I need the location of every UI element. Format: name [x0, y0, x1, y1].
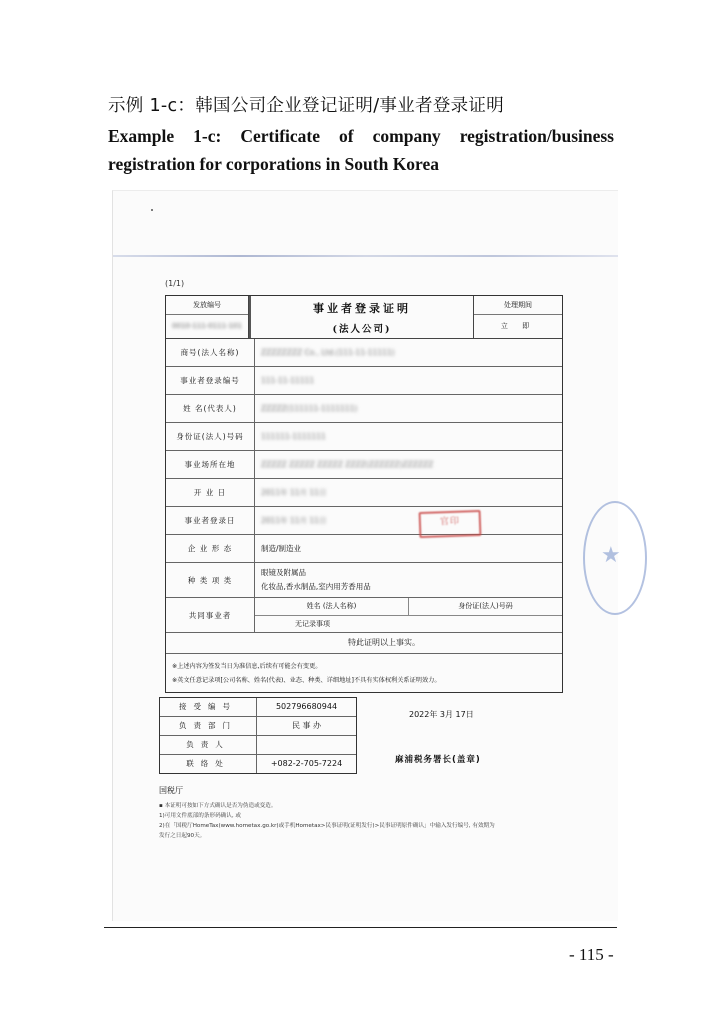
footnote-line: 2)在「国税厅HomeTax(www.hometax.go.kr)或手机Hometax>民事证明(证明发行)>民事证明原件确认」中输入发行编号, 有效期为	[159, 823, 495, 829]
issue-date: 2022年 3月 17日	[409, 710, 474, 719]
row-value: 2011年 11月 11日	[261, 516, 327, 525]
row-label: 事业者登录编号	[166, 367, 255, 394]
footnote-line: 发行之日起90天。	[159, 833, 206, 839]
tax-office-chief: 麻浦税务署长(盖章)	[395, 755, 481, 765]
chinese-heading: 示例 1-c：韩国公司企业登记证明/事业者登录证明	[108, 96, 505, 116]
receipt-label: 接受编号	[160, 698, 257, 716]
table-row	[166, 395, 562, 423]
joint-id-header: 身份证(法人)号码	[458, 602, 513, 610]
star-icon: ★	[601, 543, 621, 568]
receipt-table	[159, 697, 357, 774]
note-line: ※上述内容为签发当日为准信息,后续有可能会有变更。	[172, 663, 322, 670]
category-values	[255, 563, 562, 597]
row-value: 111-11-11111	[261, 376, 315, 385]
row-value: ZZZZZ(111111-1111111)	[261, 404, 358, 413]
row-label: 身份证(法人)号码	[166, 423, 255, 450]
certificate-header	[166, 296, 562, 339]
scan-streak	[113, 255, 618, 257]
page-label: (1/1)	[165, 279, 185, 288]
joint-business-label: 共同事业者	[166, 598, 255, 632]
issue-number-value: 0010-111-0111-101	[172, 322, 242, 330]
joint-business-none: 无记录事项	[295, 620, 330, 628]
row-value: 2011年 11月 11日	[261, 488, 327, 497]
table-row	[166, 479, 562, 507]
receipt-value: +082-2-705-7224	[270, 759, 343, 768]
row-value: 制造/制造业	[261, 544, 302, 553]
receipt-label: 联络处	[160, 755, 257, 773]
row-label: 企 业 形 态	[166, 535, 255, 562]
table-row	[160, 698, 356, 717]
receipt-label: 负责人	[160, 736, 257, 754]
footnotes	[159, 801, 579, 841]
row-label: 事业场所在地	[166, 451, 255, 478]
issue-number-label: 发放编号	[166, 296, 248, 315]
table-row	[166, 563, 562, 598]
table-row	[160, 736, 356, 755]
row-label: 开 业 日	[166, 479, 255, 506]
row-label: 商号(法人名称)	[166, 339, 255, 366]
confirmation-text: 特此证明以上事实。	[166, 633, 562, 654]
receipt-label: 负责部门	[160, 717, 257, 735]
scan-dot	[151, 209, 153, 211]
row-value: ZZZZZZZZ Co., Ltd.(111-11-11111)	[261, 348, 395, 357]
processing-period-value: 立 即	[500, 322, 536, 330]
footnote-line: ▪ 本证明可按如下方式确认是否为伪造或变造。	[159, 803, 277, 809]
issue-number-cell	[166, 296, 249, 338]
table-row	[166, 535, 562, 563]
table-row	[160, 755, 356, 773]
certificate-title-main: 事业者登录证明	[313, 301, 411, 315]
footnote-line: 1)可用文件底部的条形码确认, 或	[159, 813, 242, 819]
footer-divider	[104, 927, 617, 928]
category-line: 化妆品,香水制品,室内用芳香用品	[261, 582, 371, 591]
joint-name-header: 姓名 (法人名称)	[255, 598, 409, 615]
certificate-title	[249, 296, 474, 338]
row-label: 姓 名(代表人)	[166, 395, 255, 422]
row-value: 111111-1111111	[261, 432, 326, 441]
scanned-certificate	[112, 190, 621, 921]
table-row	[166, 451, 562, 479]
table-row	[166, 423, 562, 451]
note-line: ※英文任意记录项[公司名称、姓名(代表)、业态、种类、详细地址]不具有实体权利关系证明效力。	[172, 677, 441, 684]
processing-period-label: 处理期间	[474, 296, 562, 315]
english-heading: Example 1-c: Certificate of company registration/business registration for corporations in South Korea	[108, 126, 614, 174]
agency-name: 国税厅	[159, 786, 183, 795]
red-seal-stamp: 官印	[419, 510, 482, 538]
receipt-value: 502796680944	[275, 702, 338, 711]
processing-period-cell	[474, 296, 562, 338]
category-line: 眼镜及附属品	[261, 568, 306, 577]
row-value: ZZZZZ ZZZZZ ZZZZZ ZZZZ(ZZZZZZ)ZZZZZZ	[261, 460, 434, 469]
certificate-title-sub: (法人公司)	[332, 323, 392, 335]
receipt-value: 民 事 办	[291, 721, 322, 730]
receipt-value	[257, 736, 356, 754]
certificate-table	[165, 295, 563, 693]
row-label: 事业者登录日	[166, 507, 255, 534]
joint-business-grid	[255, 598, 562, 632]
row-label: 种 类 项 类	[166, 563, 255, 597]
table-row	[160, 717, 356, 736]
certificate-notes	[166, 654, 562, 692]
joint-business-row	[166, 598, 562, 633]
table-row	[166, 367, 562, 395]
blue-seal-stamp	[583, 501, 647, 615]
page-number: - 115 -	[569, 945, 614, 964]
table-row	[166, 339, 562, 367]
table-row	[166, 507, 562, 535]
joint-business-header	[255, 598, 562, 616]
